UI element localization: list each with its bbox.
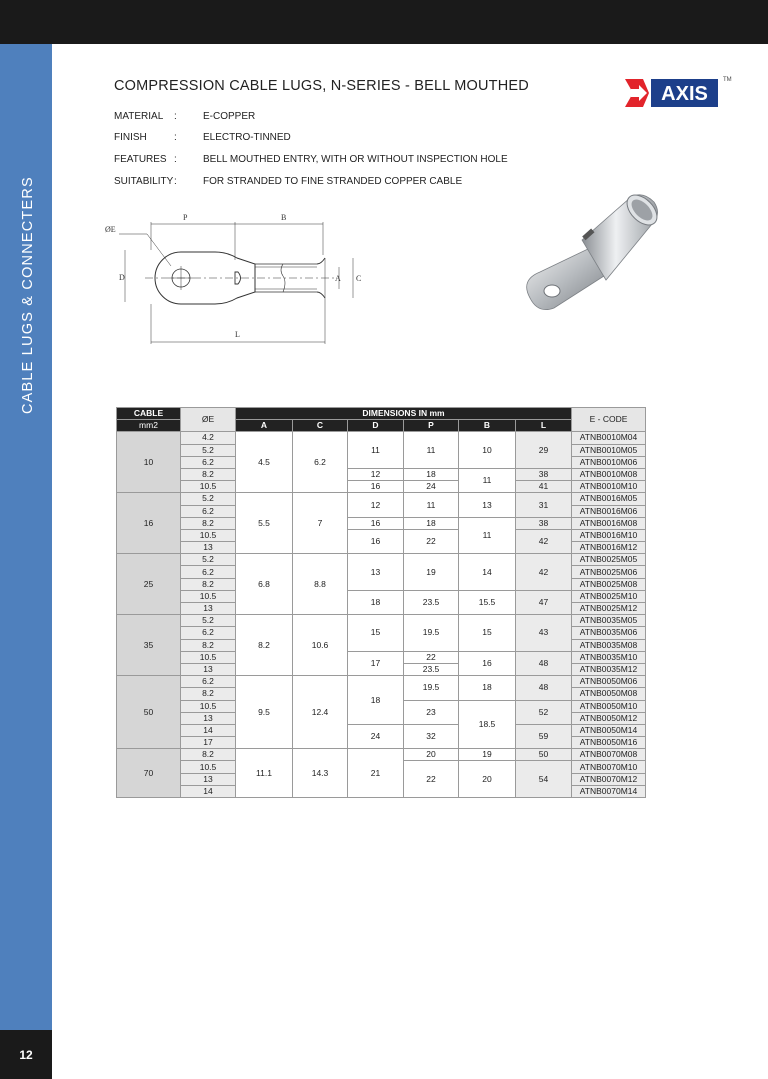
cell-l: 42 bbox=[516, 529, 572, 553]
cell-l: 59 bbox=[516, 724, 572, 748]
col-header-ecode: E - CODE bbox=[572, 408, 646, 432]
table-row bbox=[117, 493, 646, 505]
cell-l: 29 bbox=[516, 432, 572, 469]
page-number: 12 bbox=[0, 1030, 52, 1079]
cell-oe: 5.2 bbox=[181, 554, 236, 566]
dim-b-label: B bbox=[281, 213, 287, 222]
cell-p: 23.5 bbox=[404, 663, 459, 675]
cell-ecode: ATNB0050M12 bbox=[572, 712, 646, 724]
cell-l: 47 bbox=[516, 590, 572, 614]
dim-l-label: L bbox=[235, 330, 240, 339]
cell-cable: 35 bbox=[117, 615, 181, 676]
cell-c: 14.3 bbox=[293, 749, 348, 798]
spec-label: FEATURES bbox=[114, 154, 167, 165]
dim-d-label: D bbox=[119, 273, 125, 282]
cell-oe: 5.2 bbox=[181, 493, 236, 505]
cell-d: 17 bbox=[348, 651, 404, 675]
table-row bbox=[117, 615, 646, 627]
axis-logo-graphic bbox=[625, 79, 718, 107]
col-header-dimensions: DIMENSIONS IN mm bbox=[236, 408, 572, 420]
cell-oe: 14 bbox=[181, 724, 236, 736]
col-header-oe: ØE bbox=[181, 408, 236, 432]
cell-ecode: ATNB0070M10 bbox=[572, 761, 646, 773]
dim-oe-label: ØE bbox=[105, 225, 116, 234]
cell-p: 18 bbox=[404, 517, 459, 529]
cell-a: 5.5 bbox=[236, 493, 293, 554]
table-row bbox=[117, 590, 646, 602]
table-row bbox=[117, 651, 646, 663]
cell-p: 19 bbox=[404, 554, 459, 591]
spec-value: BELL MOUTHED ENTRY, WITH OR WITHOUT INSPECTION HOLE bbox=[203, 154, 508, 165]
cell-l: 50 bbox=[516, 749, 572, 761]
cell-d: 13 bbox=[348, 554, 404, 591]
col-header-d: D bbox=[348, 420, 404, 432]
cell-oe: 6.2 bbox=[181, 456, 236, 468]
cell-ecode: ATNB0070M08 bbox=[572, 749, 646, 761]
cell-b: 13 bbox=[459, 493, 516, 517]
spec-colon: : bbox=[174, 176, 177, 187]
cell-oe: 8.2 bbox=[181, 688, 236, 700]
cell-ecode: ATNB0050M10 bbox=[572, 700, 646, 712]
cell-p: 18 bbox=[404, 468, 459, 480]
cell-cable: 70 bbox=[117, 749, 181, 798]
axis-logo bbox=[625, 79, 718, 107]
cell-cable: 10 bbox=[117, 432, 181, 493]
cell-b: 20 bbox=[459, 761, 516, 798]
cell-ecode: ATNB0016M08 bbox=[572, 517, 646, 529]
cell-a: 9.5 bbox=[236, 676, 293, 749]
spec-value: E-COPPER bbox=[203, 111, 256, 122]
cell-oe: 6.2 bbox=[181, 566, 236, 578]
spec-label: SUITABILITY bbox=[114, 176, 174, 187]
cell-l: 52 bbox=[516, 700, 572, 724]
cell-d: 11 bbox=[348, 432, 404, 469]
table-row bbox=[117, 432, 646, 444]
cell-d: 16 bbox=[348, 481, 404, 493]
cell-cable: 25 bbox=[117, 554, 181, 615]
cell-oe: 13 bbox=[181, 773, 236, 785]
cell-p: 24 bbox=[404, 481, 459, 493]
cell-l: 41 bbox=[516, 481, 572, 493]
spec-value: ELECTRO-TINNED bbox=[203, 132, 291, 143]
cell-oe: 13 bbox=[181, 663, 236, 675]
col-header-mm2: mm2 bbox=[117, 420, 181, 432]
cell-l: 43 bbox=[516, 615, 572, 652]
cell-p: 19.5 bbox=[404, 615, 459, 652]
cell-ecode: ATNB0016M10 bbox=[572, 529, 646, 541]
cell-b: 18.5 bbox=[459, 700, 516, 749]
cell-b: 15 bbox=[459, 615, 516, 652]
sidebar-title: CABLE LUGS & CONNECTERS bbox=[20, 176, 36, 414]
table-row bbox=[117, 468, 646, 480]
table-header-row bbox=[117, 408, 646, 420]
cell-oe: 10.5 bbox=[181, 700, 236, 712]
cell-ecode: ATNB0025M05 bbox=[572, 554, 646, 566]
table-row bbox=[117, 749, 646, 761]
product-photo bbox=[520, 180, 670, 330]
col-header-a: A bbox=[236, 420, 293, 432]
cell-a: 4.5 bbox=[236, 432, 293, 493]
cell-ecode: ATNB0010M08 bbox=[572, 468, 646, 480]
cell-oe: 10.5 bbox=[181, 651, 236, 663]
spec-value: FOR STRANDED TO FINE STRANDED COPPER CABLE bbox=[203, 176, 463, 187]
cell-ecode: ATNB0025M06 bbox=[572, 566, 646, 578]
cell-oe: 10.5 bbox=[181, 761, 236, 773]
spec-colon: : bbox=[174, 154, 177, 165]
table-row bbox=[117, 676, 646, 688]
cell-ecode: ATNB0016M06 bbox=[572, 505, 646, 517]
cell-ecode: ATNB0070M12 bbox=[572, 773, 646, 785]
table-row bbox=[117, 724, 646, 736]
cell-ecode: ATNB0050M16 bbox=[572, 737, 646, 749]
cell-p: 11 bbox=[404, 493, 459, 517]
cell-p: 20 bbox=[404, 749, 459, 761]
cell-cable: 50 bbox=[117, 676, 181, 749]
cell-b: 11 bbox=[459, 468, 516, 492]
cell-oe: 6.2 bbox=[181, 676, 236, 688]
cell-ecode: ATNB0016M05 bbox=[572, 493, 646, 505]
cell-ecode: ATNB0035M05 bbox=[572, 615, 646, 627]
table-row bbox=[117, 481, 646, 493]
cell-d: 12 bbox=[348, 493, 404, 517]
cell-oe: 6.2 bbox=[181, 627, 236, 639]
cell-ecode: ATNB0035M10 bbox=[572, 651, 646, 663]
spec-colon: : bbox=[174, 111, 177, 122]
dimensions-table bbox=[116, 407, 646, 798]
cell-c: 8.8 bbox=[293, 554, 348, 615]
spec-colon: : bbox=[174, 132, 177, 143]
col-header-p: P bbox=[404, 420, 459, 432]
cell-ecode: ATNB0025M08 bbox=[572, 578, 646, 590]
cell-ecode: ATNB0070M14 bbox=[572, 785, 646, 797]
cell-oe: 4.2 bbox=[181, 432, 236, 444]
cell-d: 15 bbox=[348, 615, 404, 652]
cell-b: 18 bbox=[459, 676, 516, 700]
cell-l: 48 bbox=[516, 676, 572, 700]
table-row bbox=[117, 554, 646, 566]
cell-p: 23.5 bbox=[404, 590, 459, 614]
spec-label: MATERIAL bbox=[114, 111, 164, 122]
cell-oe: 8.2 bbox=[181, 578, 236, 590]
cell-p: 22 bbox=[404, 651, 459, 663]
cell-b: 10 bbox=[459, 432, 516, 469]
cell-ecode: ATNB0016M12 bbox=[572, 542, 646, 554]
cell-ecode: ATNB0025M10 bbox=[572, 590, 646, 602]
cell-p: 23 bbox=[404, 700, 459, 724]
cell-ecode: ATNB0035M08 bbox=[572, 639, 646, 651]
cell-p: 11 bbox=[404, 432, 459, 469]
cell-a: 11.1 bbox=[236, 749, 293, 798]
cell-p: 22 bbox=[404, 761, 459, 798]
cell-ecode: ATNB0050M06 bbox=[572, 676, 646, 688]
dim-a-label: A bbox=[335, 274, 341, 283]
cell-ecode: ATNB0010M05 bbox=[572, 444, 646, 456]
cell-oe: 5.2 bbox=[181, 444, 236, 456]
cell-ecode: ATNB0050M08 bbox=[572, 688, 646, 700]
cell-ecode: ATNB0025M12 bbox=[572, 603, 646, 615]
cell-oe: 8.2 bbox=[181, 639, 236, 651]
cell-l: 38 bbox=[516, 517, 572, 529]
cell-oe: 10.5 bbox=[181, 590, 236, 602]
cell-b: 15.5 bbox=[459, 590, 516, 614]
cell-oe: 17 bbox=[181, 737, 236, 749]
trademark-mark: TM bbox=[723, 77, 732, 83]
cell-l: 38 bbox=[516, 468, 572, 480]
table-row bbox=[117, 517, 646, 529]
cell-ecode: ATNB0010M06 bbox=[572, 456, 646, 468]
cell-d: 12 bbox=[348, 468, 404, 480]
cell-a: 6.8 bbox=[236, 554, 293, 615]
cell-c: 7 bbox=[293, 493, 348, 554]
cell-l: 42 bbox=[516, 554, 572, 591]
cell-p: 22 bbox=[404, 529, 459, 553]
cell-oe: 6.2 bbox=[181, 505, 236, 517]
dim-c-label: C bbox=[356, 274, 362, 283]
dim-p-label: P bbox=[183, 213, 188, 222]
cell-l: 48 bbox=[516, 651, 572, 675]
cell-b: 11 bbox=[459, 517, 516, 554]
logo-text: AXIS bbox=[661, 83, 708, 105]
cell-oe: 8.2 bbox=[181, 517, 236, 529]
cell-cable: 16 bbox=[117, 493, 181, 554]
cell-d: 24 bbox=[348, 724, 404, 748]
sidebar bbox=[0, 44, 52, 1079]
cell-d: 21 bbox=[348, 749, 404, 798]
table-row bbox=[117, 529, 646, 541]
cell-ecode: ATNB0010M04 bbox=[572, 432, 646, 444]
cell-l: 54 bbox=[516, 761, 572, 798]
col-header-cable: CABLE bbox=[117, 408, 181, 420]
cell-a: 8.2 bbox=[236, 615, 293, 676]
cell-oe: 13 bbox=[181, 542, 236, 554]
cell-oe: 8.2 bbox=[181, 468, 236, 480]
lug-technical-drawing bbox=[105, 210, 367, 345]
spec-label: FINISH bbox=[114, 132, 147, 143]
cell-c: 10.6 bbox=[293, 615, 348, 676]
cell-b: 16 bbox=[459, 651, 516, 675]
cell-c: 6.2 bbox=[293, 432, 348, 493]
cell-oe: 13 bbox=[181, 712, 236, 724]
cell-oe: 8.2 bbox=[181, 749, 236, 761]
cell-d: 16 bbox=[348, 517, 404, 529]
page-title: COMPRESSION CABLE LUGS, N-SERIES - BELL MOUTHED bbox=[114, 78, 529, 94]
cell-oe: 10.5 bbox=[181, 529, 236, 541]
cell-d: 18 bbox=[348, 676, 404, 725]
cell-b: 19 bbox=[459, 749, 516, 761]
cell-ecode: ATNB0010M10 bbox=[572, 481, 646, 493]
cell-p: 32 bbox=[404, 724, 459, 748]
cell-d: 18 bbox=[348, 590, 404, 614]
cell-d: 16 bbox=[348, 529, 404, 553]
cell-ecode: ATNB0035M12 bbox=[572, 663, 646, 675]
cell-oe: 13 bbox=[181, 603, 236, 615]
cell-ecode: ATNB0050M14 bbox=[572, 724, 646, 736]
cell-c: 12.4 bbox=[293, 676, 348, 749]
top-bar bbox=[0, 0, 768, 44]
cell-oe: 5.2 bbox=[181, 615, 236, 627]
cell-ecode: ATNB0035M06 bbox=[572, 627, 646, 639]
cell-p: 19.5 bbox=[404, 676, 459, 700]
cell-oe: 14 bbox=[181, 785, 236, 797]
cell-l: 31 bbox=[516, 493, 572, 517]
col-header-c: C bbox=[293, 420, 348, 432]
cell-oe: 10.5 bbox=[181, 481, 236, 493]
cell-b: 14 bbox=[459, 554, 516, 591]
col-header-l: L bbox=[516, 420, 572, 432]
col-header-b: B bbox=[459, 420, 516, 432]
